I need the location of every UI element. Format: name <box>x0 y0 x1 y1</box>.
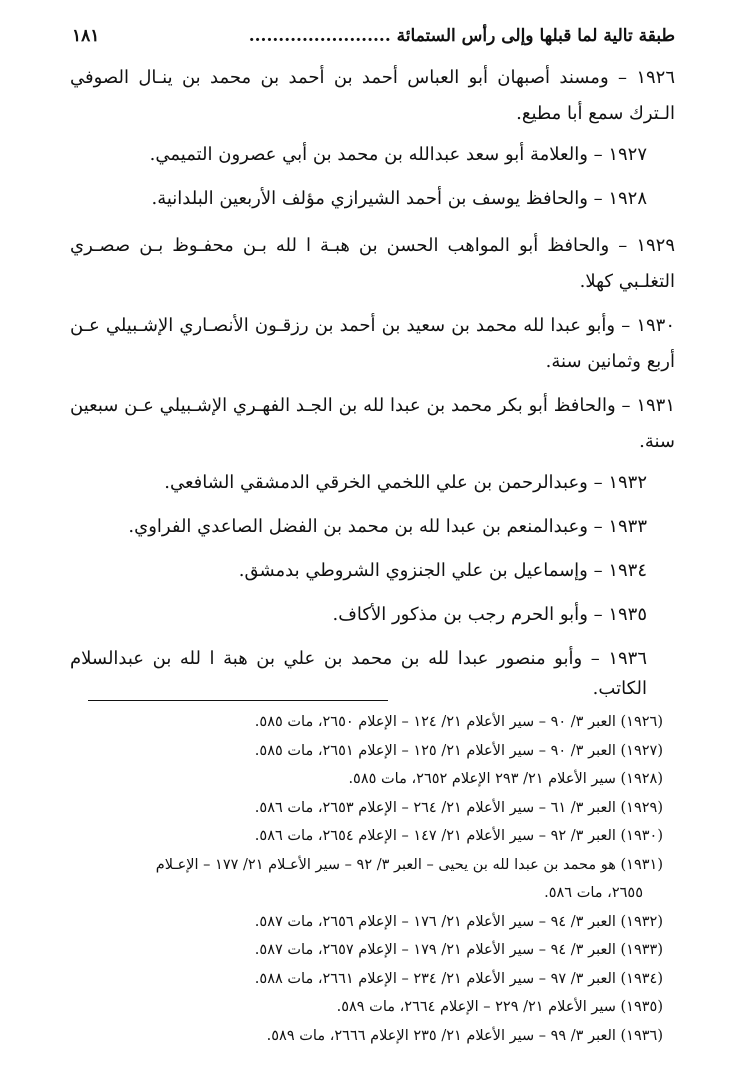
footnote-1931-line2: ٢٦٥٥، مات ٥٨٦. <box>544 885 643 901</box>
entry-1932: ١٩٣٢ – وعبدالرحمن بن علي اللخمي الخرقي الدمشقي الشافعي. <box>164 472 647 493</box>
book-page <box>70 22 675 1072</box>
footnote-1933: (١٩٣٣) العبر ٣/ ٩٤ – سير الأعلام ٢١/ ١٧٩ – الإعلام ٢٦٥٧، مات ٥٨٧. <box>254 942 663 958</box>
entry-1928: ١٩٢٨ – والحافظ يوسف بن أحمد الشيرازي مؤلف الأربعين البلدانية. <box>151 188 647 209</box>
entry-1934: ١٩٣٤ – وإسماعيل بن علي الجنزوي الشروطي بدمشق. <box>238 560 647 581</box>
footnote-1929: (١٩٢٩) العبر ٣/ ٦١ – سير الأعلام ٢١/ ٢٦٤ – الإعلام ٢٦٥٣، مات ٥٨٦. <box>254 799 663 816</box>
entry-1935: ١٩٣٥ – وأبو الحرم رجب بن مذكور الأكاف. <box>332 604 647 625</box>
entry-1931: ١٩٣١ – والحافظ أبو بكر محمد بن عبدا لله بن الجـد الفهـري الإشـبيلي عـن سبعين سنة. <box>70 395 675 452</box>
footnote-1932: (١٩٣٢) العبر ٣/ ٩٤ – سير الأعلام ٢١/ ١٧٦ – الإعلام ٢٦٥٦، مات ٥٨٧. <box>254 913 663 930</box>
footnote-1935: (١٩٣٥) سير الأعلام ٢١/ ٢٢٩ – الإعلام ٢٦٦٤، مات ٥٨٩. <box>336 999 663 1015</box>
entry-1933: ١٩٣٣ – وعبدالمنعم بن عبدا لله بن محمد بن الفضل الصاعدي الفراوي. <box>128 516 647 537</box>
footnotes-list <box>70 708 675 1050</box>
entry-1926: ١٩٢٦ – ومسند أصبهان أبو العباس أحمد بن أحمد بن محمد بن ينـال الصوفي الـترك سمع أبا مطيع. <box>70 67 675 124</box>
footnote-divider <box>88 700 388 701</box>
entry-1930: ١٩٣٠ – وأبو عبدا لله محمد بن سعيد بن أحمد بن رزقـون الأنصـاري الإشـبيلي عـن أربع وثمانين سنة. <box>70 315 675 372</box>
footnote-1926: (١٩٢٦) العبر ٣/ ٩٠ – سير الأعلام ٢١/ ١٢٤ – الإعلام ٢٦٥٠، مات ٥٨٥. <box>254 714 663 730</box>
footnote-1930: (١٩٣٠) العبر ٣/ ٩٢ – سير الأعلام ٢١/ ١٤٧ – الإعلام ٢٦٥٤، مات ٥٨٦. <box>254 828 663 844</box>
entry-1929: ١٩٢٩ – والحافظ أبو المواهب الحسن بن هبـة ا لله بـن محفـوظ بـن صصـري التغلـبي كهلا. <box>70 235 675 292</box>
footnote-1928: (١٩٢٨) سير الأعلام ٢١/ ٢٩٣ الإعلام ٢٦٥٢، مات ٥٨٥. <box>348 771 663 787</box>
footnote-1936: (١٩٣٦) العبر ٣/ ٩٩ – سير الأعلام ٢١/ ٢٣٥ الإعلام ٢٦٦٦، مات ٥٨٩. <box>266 1027 663 1044</box>
footnote-1931-line1: (١٩٣١) هو محمد بن عبدا لله بن يحيى – العبر ٣/ ٩٢ – سير الأعـلام ٢١/ ١٧٧ – الإعـلام <box>155 856 663 873</box>
page-number: ١٨١ <box>72 26 100 46</box>
entries-list <box>70 60 675 718</box>
running-header <box>70 22 675 52</box>
footnote-1934: (١٩٣٤) العبر ٣/ ٩٧ – سير الأعلام ٢١/ ٢٣٤ – الإعلام ٢٦٦١، مات ٥٨٨. <box>254 970 663 987</box>
footnote-1931 <box>70 851 675 908</box>
entry-1936: ١٩٣٦ – وأبو منصور عبدا لله بن محمد بن علي بن هبة ا لله بن عبدالسلام الكاتب. <box>70 648 647 699</box>
running-title: طبقة تالية لما قبلها وإلى رأس الستمائة ........................ <box>248 26 675 46</box>
entry-1927: ١٩٢٧ – والعلامة أبو سعد عبدالله بن محمد بن أبي عصرون التميمي. <box>149 144 647 165</box>
footnote-1927: (١٩٢٧) العبر ٣/ ٩٠ – سير الأعلام ٢١/ ١٢٥ – الإعلام ٢٦٥١، مات ٥٨٥. <box>254 742 663 759</box>
